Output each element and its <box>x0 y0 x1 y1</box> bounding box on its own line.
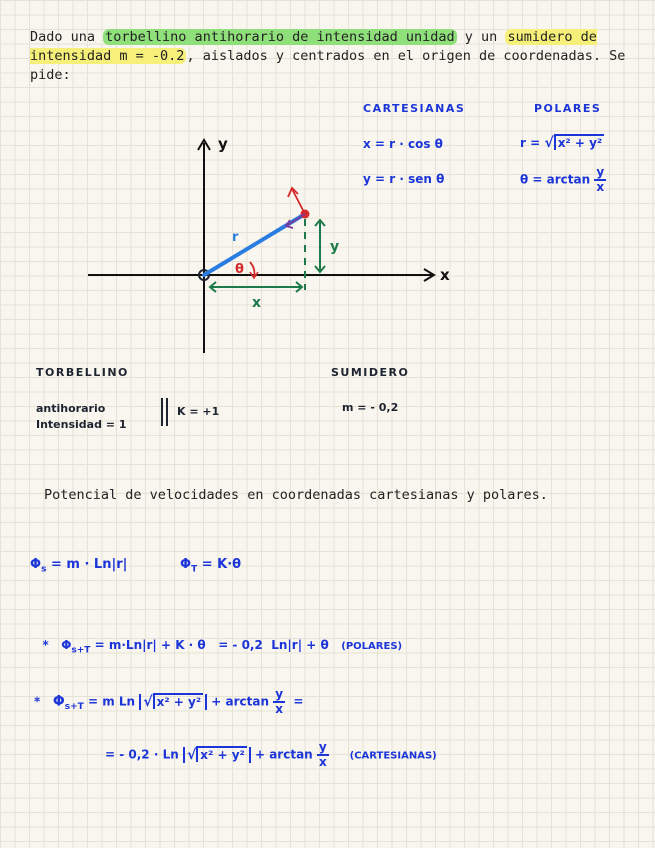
torbellino-description <box>36 401 127 433</box>
eq2-subscript: s+T <box>71 645 91 656</box>
torbellino-heading: TORBELLINO <box>36 366 129 379</box>
eq3-bullet: * <box>34 694 41 709</box>
phi-vortex-subscript: T <box>191 564 198 575</box>
polar-r-radicand: x² + y² <box>554 134 604 150</box>
phi-vortex-equation <box>180 557 241 575</box>
polar-theta-fraction: $\frac{y}{x}$ <box>596 165 605 194</box>
highlight-torbellino: torbellino antihorario de intensidad unidad <box>105 29 455 45</box>
highlight-sumidero: sumidero de intensidad m = -0.2 <box>30 29 597 64</box>
cartesianas-heading: CARTESIANAS <box>363 102 466 115</box>
y-leg-label: y <box>330 239 340 255</box>
intro-text-1: Dado una <box>30 29 104 45</box>
radial-velocity-arrow <box>288 214 305 225</box>
combined-polar-equation <box>34 624 402 655</box>
eq3-fraction: $\frac{y}{x}$ <box>275 687 284 716</box>
polar-theta-eq <box>520 166 606 194</box>
phi-sink-rhs: = m · Ln|r| <box>50 557 128 572</box>
theta-label: θ <box>235 262 244 277</box>
y-axis-label: y <box>218 135 228 153</box>
intro-paragraph <box>30 28 630 85</box>
sumidero-m-value: m = - 0,2 <box>342 401 399 414</box>
sumidero-heading: SUMIDERO <box>331 366 410 379</box>
eq4-fraction: $\frac{y}{x}$ <box>318 740 327 769</box>
polar-r-eq: r = √ x² + y² <box>520 135 603 151</box>
polares-heading: POLARES <box>534 102 602 115</box>
combined-cartesian-equation <box>34 688 303 716</box>
intro-text-2: y un <box>456 29 506 45</box>
eq3-radicand: x² + y² <box>153 693 203 709</box>
cart-y-eq: y = r · sen θ <box>363 172 445 186</box>
coordinate-diagram <box>80 125 460 360</box>
r-label: r <box>232 230 239 245</box>
eq4-tag: (CARTESIANAS) <box>349 750 437 762</box>
combined-cartesian-numeric <box>105 741 437 769</box>
divider-bar-1 <box>161 398 163 426</box>
torbellino-line-2: Intensidad = 1 <box>36 418 127 431</box>
eq3-subscript: s+T <box>64 701 84 712</box>
eq2-bullet: * <box>42 638 49 652</box>
x-axis-label: x <box>440 266 450 284</box>
phi-sink-subscript: s <box>41 564 47 575</box>
torbellino-line-1: antihorario <box>36 402 106 415</box>
tangential-velocity-arrow <box>292 189 305 214</box>
polar-theta-lhs: θ = arctan <box>520 172 591 187</box>
phi-sink-equation <box>30 557 127 575</box>
eq4-radicand: x² + y² <box>196 746 246 762</box>
eq3-lhs: = m Ln <box>87 694 136 709</box>
eq2-rhs: = m·Ln|r| + K · θ = - 0,2 Ln|r| + θ <box>94 638 329 652</box>
eq4-arctan: + arctan <box>254 747 313 762</box>
cart-x-eq: x = r · cos θ <box>363 137 443 151</box>
intro-text-3: , aislados y centrados en el origen de coordenadas. Se pide: <box>30 48 626 83</box>
eq3-equals: = <box>293 694 304 709</box>
potential-sentence: Potencial de velocidades en coordenadas cartesianas y polares. <box>44 487 548 503</box>
x-leg-label: x <box>252 295 262 311</box>
eq4-abs: √ x² + y² <box>183 747 251 763</box>
eq2-phi: Φ <box>61 638 72 652</box>
eq3-phi: Φ <box>52 693 65 710</box>
divider-bar-2 <box>166 398 168 426</box>
torbellino-k-value: K = +1 <box>177 405 220 418</box>
phi-vortex-symbol: Φ <box>180 557 192 572</box>
polar-r-lhs: r = <box>520 136 541 150</box>
eq4-lhs: = - 0,2 · Ln <box>105 747 179 762</box>
phi-sink-symbol: Φ <box>30 557 42 572</box>
eq3-abs: √ x² + y² <box>139 694 207 710</box>
phi-vortex-rhs: = K·θ <box>201 557 242 572</box>
eq3-arctan: + arctan <box>211 694 270 709</box>
eq2-tag: (POLARES) <box>341 641 403 652</box>
